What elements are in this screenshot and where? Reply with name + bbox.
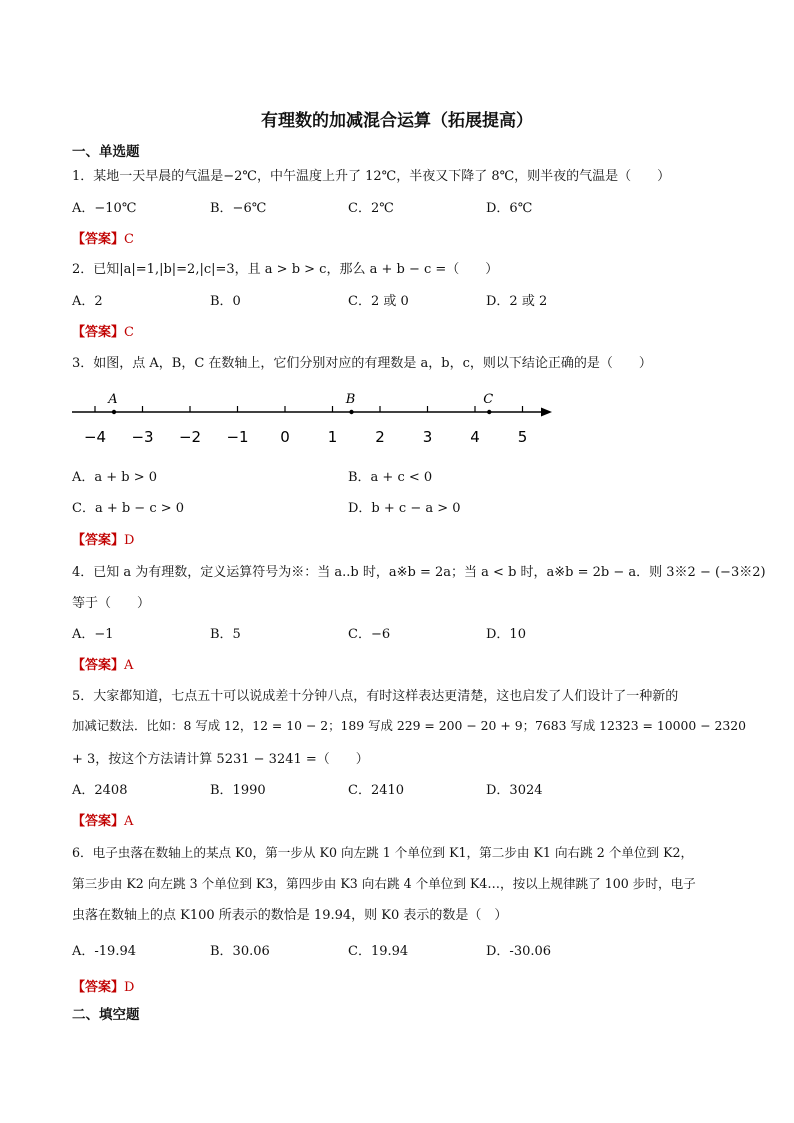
number-line-point-label-b: B [345,392,356,407]
question-2-option-d: D．2 或 2 [486,294,548,309]
answer-value: A [124,658,134,673]
question-4-stem-line-2: 等于（ ） [72,596,151,611]
question-5-answer [72,810,133,829]
question-6-option-a: A．-19.94 [72,944,136,959]
question-1-option-b: B．−6℃ [210,201,267,216]
question-5-stem-line-3: + 3，按这个方法请计算 5231 − 3241 =（ ） [72,752,369,767]
question-1-answer [72,228,134,247]
number-line-point-label-c: C [483,392,494,407]
question-4-answer [72,654,133,673]
answer-tag: 【答案】 [72,325,125,340]
question-2-answer [72,321,134,340]
answer-value: D [124,533,135,548]
number-line-tick-label: 5 [517,428,528,446]
number-line-tick-label: −2 [178,428,202,446]
number-line-tick-label: −4 [83,428,107,446]
number-line-tick-label: 2 [375,428,385,446]
question-6-stem-line-3: 虫落在数轴上的点 K100 所表示的数恰是 19.94，则 K0 表示的数是（ ） [72,908,508,923]
question-4-option-b: B．5 [210,627,241,642]
question-4-option-c: C．−6 [348,627,391,642]
number-line-tick-label: 1 [327,428,338,446]
number-line-tick-label: 0 [280,428,290,446]
number-line-figure [68,388,558,448]
question-1-option-a: A．−10℃ [72,201,137,216]
question-4-stem-line-1: 4．已知 a 为有理数，定义运算符号为※：当 a..b 时，a※b = 2a；当 a < b 时，a※b = 2b − a．则 3※2 − (−3※2) [72,565,766,580]
question-6-answer [72,976,134,995]
question-3-option-b: B．a + c < 0 [348,470,433,485]
answer-value: C [124,232,134,247]
question-5-option-d: D．3024 [486,783,543,798]
number-line-arrow [541,408,552,417]
question-6-stem-line-1: 6．电子虫落在数轴上的某点 K0，第一步从 K0 向左跳 1 个单位到 K1，第二步由 K1 向右跳 2 个单位到 K2， [72,845,694,860]
answer-value: D [124,980,135,995]
question-4-option-a: A．−1 [72,627,114,642]
question-6-option-c: C．19.94 [348,944,409,959]
number-line-point-b [349,410,353,414]
answer-tag: 【答案】 [72,533,125,548]
question-3-option-c: C．a + b − c > 0 [72,501,185,516]
question-6-option-b: B．30.06 [210,944,270,959]
question-2-stem: 2．已知|a|=1,|b|=2,|c|=3，且 a > b > c，那么 a + b − c =（ ） [72,262,499,277]
question-5-option-b: B．1990 [210,783,266,798]
question-4-option-d: D．10 [486,627,526,642]
question-6-option-d: D．-30.06 [486,944,552,959]
number-line-tick-label: −1 [226,428,249,446]
question-3-option-a: A．a + b > 0 [72,470,158,485]
number-line-point-a [112,410,116,414]
answer-tag: 【答案】 [72,658,125,673]
answer-tag: 【答案】 [72,814,125,829]
question-5-option-c: C．2410 [348,783,405,798]
question-3-answer [72,529,134,548]
page-title: 有理数的加减混合运算（拓展提高） [261,111,533,131]
question-3-option-d: D．b + c − a > 0 [348,501,461,516]
number-line-tick-label: 3 [422,428,433,446]
question-5-option-a: A．2408 [72,783,128,798]
question-1-option-c: C．2℃ [348,201,394,216]
question-2-option-b: B．0 [210,294,241,309]
question-3-stem: 3．如图，点 A，B，C 在数轴上，它们分别对应的有理数是 a，b，c，则以下结论正确的是（ ） [72,356,652,371]
answer-tag: 【答案】 [72,980,125,995]
answer-value: A [124,814,134,829]
number-line-point-label-a: A [108,392,118,407]
number-line-tick-label: −3 [131,428,154,446]
section-heading-single-choice: 一、单选题 [72,144,140,160]
question-1-stem: 1．某地一天早晨的气温是−2℃，中午温度上升了 12℃，半夜又下降了 8℃，则半夜的气温是（ ） [72,169,671,184]
answer-value: C [124,325,134,340]
question-2-option-c: C．2 或 0 [348,294,409,309]
answer-tag: 【答案】 [72,232,125,247]
number-line-tick-label: 4 [470,428,480,446]
question-1-option-d: D．6℃ [486,201,533,216]
question-5-stem-line-1: 5．大家都知道，七点五十可以说成差十分钟八点，有时这样表达更清楚，这也启发了人们设计了一种新的 [72,689,679,704]
question-2-option-a: A．2 [72,294,103,309]
number-line-point-c [487,410,491,414]
question-6-stem-line-2: 第三步由 K2 向左跳 3 个单位到 K3，第四步由 K3 向右跳 4 个单位到 K4…，按以上规律跳了 100 步时，电子 [72,876,696,891]
question-5-stem-line-2: 加减记数法．比如：8 写成 12，12 = 10 − 2；189 写成 229 = 200 − 20 + 9；7683 写成 12323 = 10000 − 2320 [72,718,747,733]
section-heading-fill-in: 二、填空题 [72,1007,140,1023]
